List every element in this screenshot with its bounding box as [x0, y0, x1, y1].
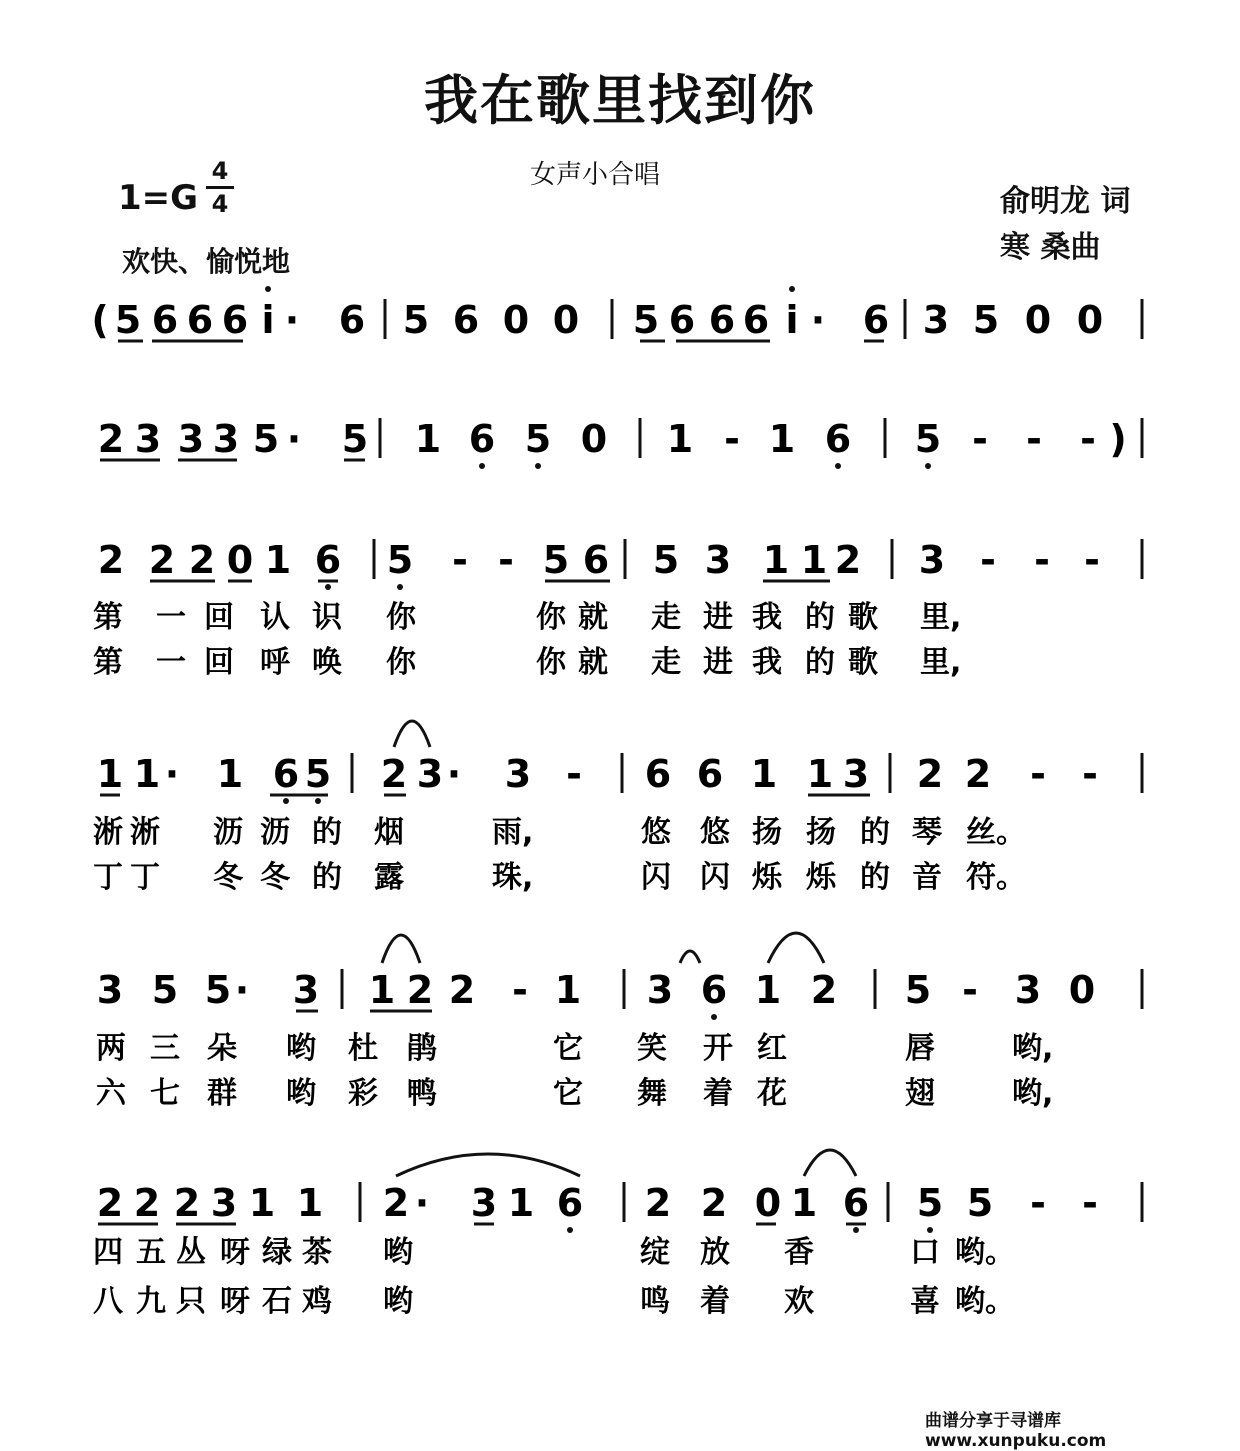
lyric-3-2-2: 一 [156, 645, 186, 680]
note-3-9: - [498, 538, 514, 582]
note-2-10: 5 [524, 417, 552, 461]
note-6-20: - [1082, 1181, 1098, 1225]
note-5-12: 6 [700, 968, 728, 1012]
note-6-2: 2 [133, 1181, 161, 1225]
note-2-14: 1 [768, 417, 796, 461]
note-1-5: 6 [221, 298, 249, 342]
lyric-4-2-13: 音 [912, 860, 942, 895]
lyric-4-2-4: 冬 [260, 860, 290, 895]
lyric-5-1-2: 三 [150, 1031, 180, 1066]
note-3-11: 6 [582, 538, 610, 582]
lyric-6-2-8: 鸣 [640, 1284, 670, 1319]
note-2-13: - [724, 417, 740, 461]
note-1-22: 0 [1024, 298, 1052, 342]
lyric-3-1-6: 你 [386, 600, 416, 635]
note-2-12: 1 [666, 417, 694, 461]
note-3-17: 3 [918, 538, 946, 582]
lyric-4-2-3: 冬 [213, 860, 243, 895]
lyric-5-2-6: 鸭 [407, 1076, 437, 1111]
lyric-5-1-10: 红 [757, 1031, 787, 1066]
lyric-4-2-9: 闪 [700, 860, 730, 895]
note-6-17: 5 [916, 1181, 944, 1225]
lyric-5-2-4: 哟 [286, 1076, 316, 1111]
lyric-6-1-8: 绽 [640, 1235, 670, 1270]
lyric-3-2-3: 回 [204, 645, 234, 680]
note-6-11: 6 [556, 1181, 584, 1225]
lyric-5-1-3: 朵 [207, 1031, 237, 1066]
song-title: 我在歌里找到你 [424, 69, 816, 132]
lyric-6-2-3: 只 [176, 1284, 206, 1319]
note-2-15: 6 [824, 417, 852, 461]
note-3-1: 2 [97, 538, 125, 582]
note-4-19: - [1030, 752, 1046, 796]
lyric-6-2-11: 喜 [910, 1284, 940, 1319]
note-2-8: 1 [414, 417, 442, 461]
lyric-6-1-10: 香 [784, 1235, 814, 1270]
lyric-5-1-5: 杜 [348, 1031, 378, 1066]
lyric-3-1-9: 走 [651, 600, 681, 635]
note-5-4: · [234, 968, 250, 1012]
note-6-14: 0 [754, 1181, 782, 1225]
note-3-7: 5 [386, 538, 414, 582]
lyric-4-2-6: 露 [374, 860, 404, 895]
note-3-18: - [980, 538, 996, 582]
note-5-2: 5 [151, 968, 179, 1012]
octave-dot-2-2 [535, 463, 541, 469]
lyric-6-1-5: 绿 [262, 1235, 292, 1270]
lyric-3-2-10: 进 [703, 645, 733, 680]
lyric-3-2-9: 走 [651, 645, 681, 680]
lyric-4-1-3: 沥 [213, 815, 243, 850]
lyric-3-2-8: 就 [578, 645, 608, 680]
note-4-3: · [164, 752, 180, 796]
lyricist-credit: 俞明龙 词 [1000, 184, 1131, 219]
note-1-21: 5 [972, 298, 1000, 342]
note-3-19: - [1034, 538, 1050, 582]
note-5-11: 3 [646, 968, 674, 1012]
note-1-9: 5 [402, 298, 430, 342]
lyric-4-2-2: 丁 [130, 860, 160, 895]
note-5-3: 5 [204, 968, 232, 1012]
note-4-16: 3 [842, 752, 870, 796]
note-2-4: 3 [212, 417, 240, 461]
slur-5-1 [382, 935, 420, 963]
lyric-6-2-7: 哟 [383, 1284, 413, 1319]
note-2-20: ) [1109, 417, 1127, 461]
note-5-7: 2 [406, 968, 434, 1012]
lyric-6-2-2: 九 [136, 1284, 166, 1319]
note-3-2: 2 [148, 538, 176, 582]
note-6-15: 1 [790, 1181, 818, 1225]
note-3-14: 1 [762, 538, 790, 582]
lyric-6-1-7: 哟 [383, 1235, 413, 1270]
note-5-10: 1 [554, 968, 582, 1012]
lyric-4-2-1: 丁 [93, 860, 123, 895]
note-6-3: 2 [173, 1181, 201, 1225]
note-5-9: - [512, 968, 528, 1012]
lyric-5-2-1: 六 [96, 1076, 126, 1111]
note-1-18: · [810, 298, 826, 342]
subtitle: 女声小合唱 [530, 160, 661, 190]
octave-dot-4-2 [315, 798, 321, 804]
lyric-5-1-12: 哟, [1012, 1031, 1054, 1066]
lyric-4-1-10: 扬 [752, 815, 782, 850]
lyric-4-2-14: 符。 [966, 860, 1026, 895]
note-3-20: - [1084, 538, 1100, 582]
slur-4-1 [394, 721, 430, 747]
lyric-5-2-5: 彩 [348, 1076, 378, 1111]
lyric-3-1-13: 歌 [848, 600, 878, 635]
note-5-1: 3 [96, 968, 124, 1012]
note-4-10: 3 [504, 752, 532, 796]
lyric-5-2-3: 群 [207, 1076, 237, 1111]
lyric-3-1-2: 一 [156, 600, 186, 635]
lyric-4-1-12: 的 [860, 815, 890, 850]
octave-dot-2-3 [835, 463, 841, 469]
note-1-4: 6 [186, 298, 214, 342]
note-6-5: 1 [248, 1181, 276, 1225]
note-6-16: 6 [842, 1181, 870, 1225]
note-5-18: 0 [1068, 968, 1096, 1012]
note-5-13: 1 [754, 968, 782, 1012]
lyric-4-2-8: 闪 [641, 860, 671, 895]
note-3-15: 1 [800, 538, 828, 582]
note-1-6: i [261, 298, 275, 342]
note-1-8: 6 [338, 298, 366, 342]
lyric-3-1-4: 认 [260, 600, 290, 635]
lyric-5-1-6: 鹃 [407, 1031, 437, 1066]
note-4-15: 1 [806, 752, 834, 796]
note-1-2: 5 [114, 298, 142, 342]
note-2-3: 3 [177, 417, 205, 461]
note-5-6: 1 [368, 968, 396, 1012]
note-4-12: 6 [644, 752, 672, 796]
lyric-5-1-8: 笑 [637, 1031, 667, 1066]
note-4-8: 3 [416, 752, 444, 796]
lyric-5-2-7: 它 [553, 1076, 583, 1111]
lyric-5-1-4: 哟 [286, 1031, 316, 1066]
lyric-5-2-9: 着 [703, 1076, 733, 1111]
lyric-3-2-6: 你 [386, 645, 416, 680]
octave-dot-3-1 [325, 584, 331, 590]
lyric-6-2-5: 石 [262, 1284, 292, 1319]
note-3-8: - [452, 538, 468, 582]
lyric-5-2-2: 七 [150, 1076, 180, 1111]
lyric-4-1-13: 琴 [912, 815, 942, 850]
octave-dot-1-1 [265, 286, 271, 292]
lyric-3-2-14: 里, [920, 645, 962, 680]
note-1-20: 3 [922, 298, 950, 342]
note-1-17: i [785, 298, 799, 342]
note-6-18: 5 [966, 1181, 994, 1225]
lyric-4-1-2: 淅 [130, 815, 160, 850]
note-4-13: 6 [696, 752, 724, 796]
note-5-8: 2 [448, 968, 476, 1012]
note-1-1: ( [91, 298, 109, 342]
lyric-6-1-1: 四 [93, 1235, 123, 1270]
note-1-3: 6 [151, 298, 179, 342]
lyric-6-1-9: 放 [700, 1235, 730, 1270]
note-6-8: · [414, 1181, 430, 1225]
time-signature-bottom: 4 [211, 190, 229, 218]
lyric-6-2-1: 八 [93, 1284, 123, 1319]
note-2-17: - [972, 417, 988, 461]
note-3-3: 2 [188, 538, 216, 582]
lyric-3-1-10: 进 [703, 600, 733, 635]
lyric-3-2-7: 你 [536, 645, 566, 680]
slur-6-1 [396, 1154, 580, 1176]
lyric-6-1-4: 呀 [220, 1235, 250, 1270]
lyric-5-1-7: 它 [553, 1031, 583, 1066]
note-4-18: 2 [964, 752, 992, 796]
note-6-9: 3 [470, 1181, 498, 1225]
note-2-11: 0 [580, 417, 608, 461]
note-3-13: 3 [704, 538, 732, 582]
lyric-3-1-11: 我 [752, 600, 782, 635]
note-6-19: - [1030, 1181, 1046, 1225]
note-3-4: 0 [226, 538, 254, 582]
lyric-4-2-10: 烁 [752, 860, 782, 895]
lyric-3-1-5: 识 [312, 600, 342, 635]
lyric-5-2-12: 哟, [1012, 1076, 1054, 1111]
note-2-6: · [286, 417, 302, 461]
lyric-6-1-6: 茶 [302, 1235, 332, 1270]
note-4-7: 2 [380, 752, 408, 796]
note-4-5: 6 [272, 752, 300, 796]
note-6-13: 2 [700, 1181, 728, 1225]
lyric-4-1-8: 悠 [641, 815, 671, 850]
octave-dot-6-3 [927, 1227, 933, 1233]
note-3-16: 2 [834, 538, 862, 582]
note-6-6: 1 [296, 1181, 324, 1225]
note-2-5: 5 [252, 417, 280, 461]
lyric-3-1-7: 你 [536, 600, 566, 635]
lyric-5-1-11: 唇 [905, 1031, 935, 1066]
note-2-19: - [1080, 417, 1096, 461]
slur-6-2 [804, 1150, 856, 1176]
note-2-18: - [1026, 417, 1042, 461]
lyric-5-1-1: 两 [96, 1031, 126, 1066]
lyric-5-2-10: 花 [757, 1076, 787, 1111]
time-signature-top: 4 [211, 157, 229, 185]
note-3-10: 5 [542, 538, 570, 582]
lyric-6-1-3: 丛 [176, 1235, 206, 1270]
lyric-3-2-5: 唤 [312, 645, 342, 680]
composer-credit: 寒 桑曲 [1000, 230, 1101, 265]
note-6-12: 2 [644, 1181, 672, 1225]
lyric-4-1-14: 丝。 [966, 815, 1026, 850]
note-4-2: 1 [133, 752, 161, 796]
note-1-11: 0 [502, 298, 530, 342]
note-6-4: 3 [210, 1181, 238, 1225]
slur-5-3 [768, 933, 824, 963]
note-1-23: 0 [1076, 298, 1104, 342]
note-2-16: 5 [914, 417, 942, 461]
lyric-6-1-12: 哟。 [955, 1235, 1015, 1270]
note-1-15: 6 [708, 298, 736, 342]
key-signature: 1=G [118, 178, 199, 218]
lyric-4-1-11: 扬 [806, 815, 836, 850]
lyric-4-1-9: 悠 [700, 815, 730, 850]
lyric-6-2-6: 鸡 [302, 1284, 332, 1319]
octave-dot-6-1 [567, 1227, 573, 1233]
note-6-1: 2 [96, 1181, 124, 1225]
lyric-3-1-14: 里, [920, 600, 962, 635]
footer-credit: 曲谱分享于寻谱库 www.xunpuku.com [925, 1411, 1107, 1451]
lyric-4-1-1: 淅 [93, 815, 123, 850]
lyric-6-2-4: 呀 [220, 1284, 250, 1319]
lyric-6-1-2: 五 [136, 1235, 166, 1270]
lyric-5-2-8: 舞 [637, 1076, 667, 1111]
note-4-9: · [446, 752, 462, 796]
lyric-3-2-13: 歌 [848, 645, 878, 680]
lyric-5-2-11: 翅 [905, 1076, 935, 1111]
lyric-4-1-5: 的 [312, 815, 342, 850]
note-2-2: 3 [134, 417, 162, 461]
note-5-16: - [962, 968, 978, 1012]
octave-dot-2-1 [479, 463, 485, 469]
lyric-4-2-12: 的 [860, 860, 890, 895]
lyric-4-1-4: 沥 [260, 815, 290, 850]
note-2-1: 2 [97, 417, 125, 461]
lyric-3-2-1: 第 [93, 645, 123, 680]
note-4-11: - [566, 752, 582, 796]
note-4-6: 5 [304, 752, 332, 796]
lyric-4-2-11: 烁 [806, 860, 836, 895]
octave-dot-6-2 [853, 1227, 859, 1233]
lyric-3-2-11: 我 [752, 645, 782, 680]
note-5-15: 5 [904, 968, 932, 1012]
lyric-3-2-12: 的 [805, 645, 835, 680]
note-1-10: 6 [452, 298, 480, 342]
lyric-3-1-8: 就 [578, 600, 608, 635]
lyric-6-2-9: 着 [700, 1284, 730, 1319]
octave-dot-1-2 [789, 286, 795, 292]
octave-dot-5-1 [711, 1014, 717, 1020]
note-4-17: 2 [916, 752, 944, 796]
octave-dot-4-1 [283, 798, 289, 804]
note-6-7: 2 [382, 1181, 410, 1225]
note-4-1: 1 [96, 752, 124, 796]
lyric-3-2-4: 呼 [260, 645, 290, 680]
lyric-5-1-9: 开 [703, 1031, 733, 1066]
note-3-12: 5 [652, 538, 680, 582]
lyric-6-2-10: 欢 [784, 1284, 814, 1319]
lyric-3-1-12: 的 [805, 600, 835, 635]
lyric-4-2-7: 珠, [492, 860, 534, 895]
lyric-4-1-7: 雨, [492, 815, 534, 850]
note-2-9: 6 [468, 417, 496, 461]
lyric-6-2-12: 哟。 [955, 1284, 1015, 1319]
note-2-7: 5 [341, 417, 369, 461]
note-4-4: 1 [216, 752, 244, 796]
note-4-20: - [1082, 752, 1098, 796]
lyric-4-2-5: 的 [312, 860, 342, 895]
note-3-6: 6 [314, 538, 342, 582]
slur-5-2 [680, 951, 700, 963]
note-3-5: 1 [264, 538, 292, 582]
note-1-14: 6 [668, 298, 696, 342]
note-1-16: 6 [742, 298, 770, 342]
note-5-5: 3 [292, 968, 320, 1012]
lyric-3-1-1: 第 [93, 600, 123, 635]
note-1-19: 6 [862, 298, 890, 342]
note-5-14: 2 [810, 968, 838, 1012]
tempo-marking: 欢快、愉悦地 [122, 245, 291, 278]
lyric-4-1-6: 烟 [374, 815, 404, 850]
lyric-3-1-3: 回 [204, 600, 234, 635]
octave-dot-2-4 [925, 463, 931, 469]
note-1-13: 5 [632, 298, 660, 342]
lyric-6-1-11: 口 [910, 1235, 940, 1270]
note-1-7: · [284, 298, 300, 342]
note-5-17: 3 [1014, 968, 1042, 1012]
note-6-10: 1 [507, 1181, 535, 1225]
octave-dot-3-2 [397, 584, 403, 590]
note-4-14: 1 [750, 752, 778, 796]
note-1-12: 0 [552, 298, 580, 342]
